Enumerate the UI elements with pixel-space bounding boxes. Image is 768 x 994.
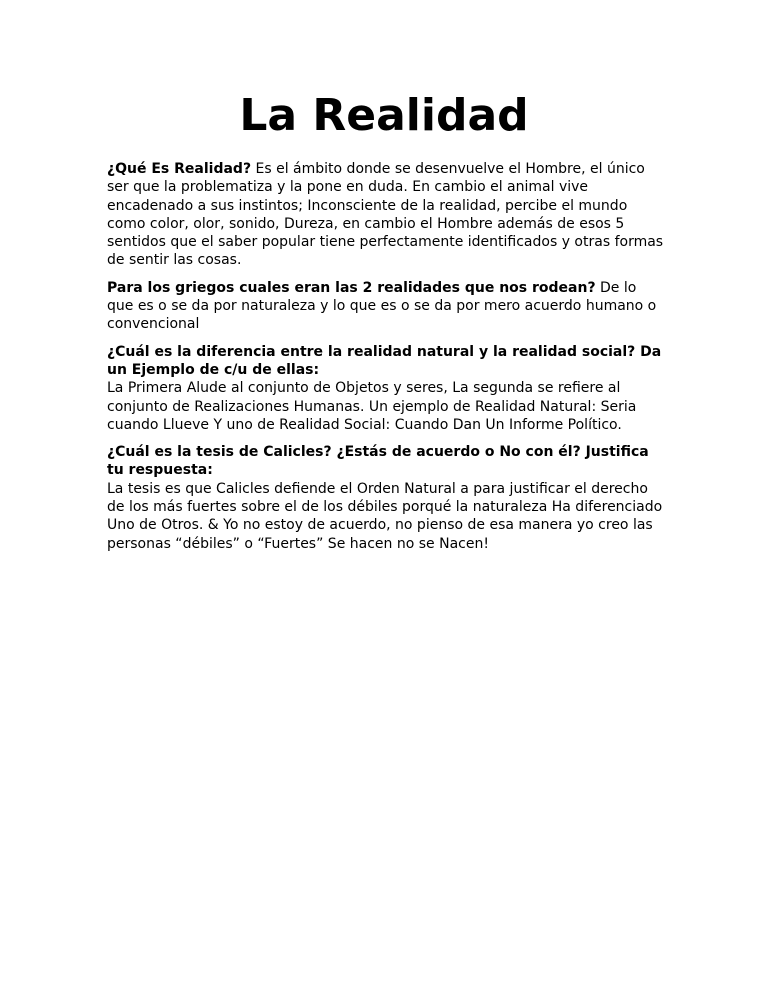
paragraph-realidades-griegos	[107, 279, 667, 334]
answer-text: La Primera Alude al conjunto de Objetos y seres, La segunda se refiere al conjunto de Realizaciones Humanas. Un ejemplo de Realidad Natural: Seria cuando Llueve Y uno de Realidad Social: Cuando Dan Un Informe Político.	[107, 380, 637, 433]
paragraph-que-es-realidad	[107, 160, 667, 270]
answer-text: La tesis es que Calicles defiende el Orden Natural a para justificar el derecho de los más fuertes sobre el de los débiles porqué la naturaleza Ha diferenciado Uno de Otros. & Yo no estoy de acuerdo, no pienso de esa manera yo creo las personas “débiles” o “Fuertes” Se hacen no se Nacen!	[107, 480, 663, 552]
answer-text: De lo que es o se da por naturaleza y lo que es o se da por mero acuerdo humano o convencional	[107, 279, 657, 333]
answer-text: Es el ámbito donde se desenvuelve el Hombre, el único ser que la problematiza y la pone en duda. En cambio el animal vive encadenado a sus instintos; Inconsciente de la realidad, percibe el mundo como color, olor, sonido, Dureza, en cambio el Hombre además de esos 5 sentidos que el saber popular tiene perfectamente identificados y otras formas de sentir las cosas.	[107, 161, 664, 269]
question-text: ¿Cuál es la tesis de Calicles? ¿Estás de acuerdo o No con él? Justifica tu respuesta:	[107, 444, 649, 479]
question-text: ¿Cuál es la diferencia entre la realidad natural y la realidad social? Da un Ejemplo de c/u de ellas:	[107, 343, 662, 378]
question-text: ¿Qué Es Realidad?	[107, 161, 252, 177]
paragraph-diferencia-realidades	[107, 343, 667, 434]
document-body	[107, 160, 667, 562]
question-text: Para los griegos cuales eran las 2 realidades que nos rodean?	[107, 279, 596, 296]
paragraph-tesis-calicles	[107, 443, 667, 553]
document-title: La Realidad	[239, 90, 529, 141]
